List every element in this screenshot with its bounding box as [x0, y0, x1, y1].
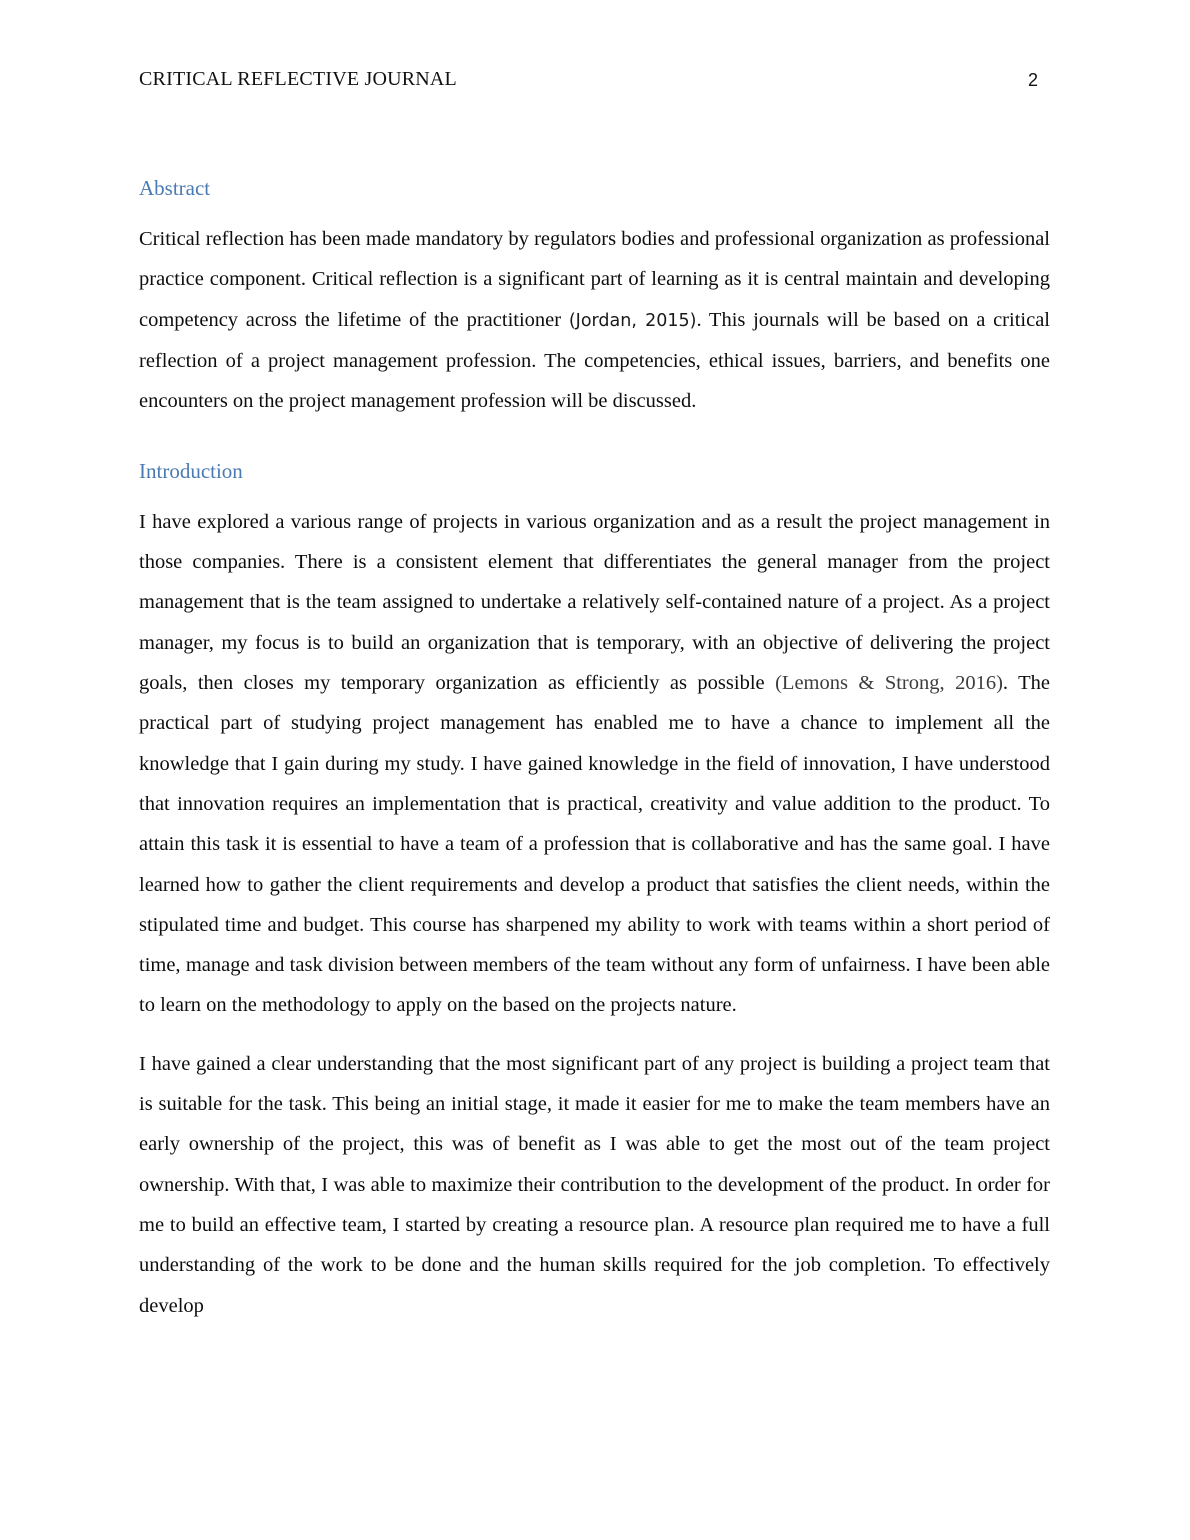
page-content-column: [139, 0, 1050, 1326]
abstract-paragraph: [139, 219, 1050, 421]
abstract-text-part-2: . This journals will be based on a critical reflection of a project management profession. The competencies, ethical issues, barriers, and benefits one encounters on the project management profession will be discussed.: [139, 308, 1050, 413]
section-heading-introduction: Introduction: [139, 458, 243, 483]
citation-lemons-strong-2016: (Lemons & Strong, 2016): [775, 672, 1003, 695]
running-header: [139, 68, 1050, 108]
introduction-paragraph-1: [139, 502, 1050, 1026]
running-header-title: CRITICAL REFLECTIVE JOURNAL: [139, 68, 457, 90]
abstract-text-part-1: Critical reflection has been made mandatory by regulators bodies and professional organization as professional practice component. Critical reflection is a significant part of learning as it is central maintain and developing competency across the lifetime of the practitioner: [139, 228, 1050, 331]
citation-jordan-2015: (Jordan, 2015): [568, 310, 697, 331]
page-number: 2: [1027, 70, 1038, 90]
introduction-text-part-1: I have explored a various range of projects in various organization and as a result the project management in those companies. There is a consistent element that differentiates the general manager from the project management that is the team assigned to undertake a relatively self-contained nature of a project. As a project manager, my focus is to build an organization that is temporary, with an objective of delivering the project goals, then closes my temporary organization as efficiently as possible: [139, 510, 1050, 695]
introduction-text-part-2: . The practical part of studying project management has enabled me to have a chance to implement all the knowledge that I gain during my study. I have gained knowledge in the field of innovation, I have understood that innovation requires an implementation that is practical, creativity and value addition to the product. To attain this task it is essential to have a team of a profession that is collaborative and has the same goal. I have learned how to gather the client requirements and develop a product that satisfies the client needs, within the stipulated time and budget. This course has sharpened my ability to work with teams within a short period of time, manage and task division between members of the team without any form of unfairness. I have been able to learn on the methodology to apply on the based on the projects nature.: [139, 672, 1050, 1017]
section-heading-abstract: Abstract: [139, 176, 211, 200]
introduction-paragraph-2: I have gained a clear understanding that the most significant part of any project is building a project team that is suitable for the task. This being an initial stage, it made it easier for me to make the team members have an early ownership of the project, this was of benefit as I was able to get the most out of the team project ownership. With that, I was able to maximize their contribution to the development of the product. In order for me to build an effective team, I started by creating a resource plan. A resource plan required me to have a full understanding of the work to be done and the human skills required for the job completion. To effectively develop: [139, 1052, 1050, 1317]
